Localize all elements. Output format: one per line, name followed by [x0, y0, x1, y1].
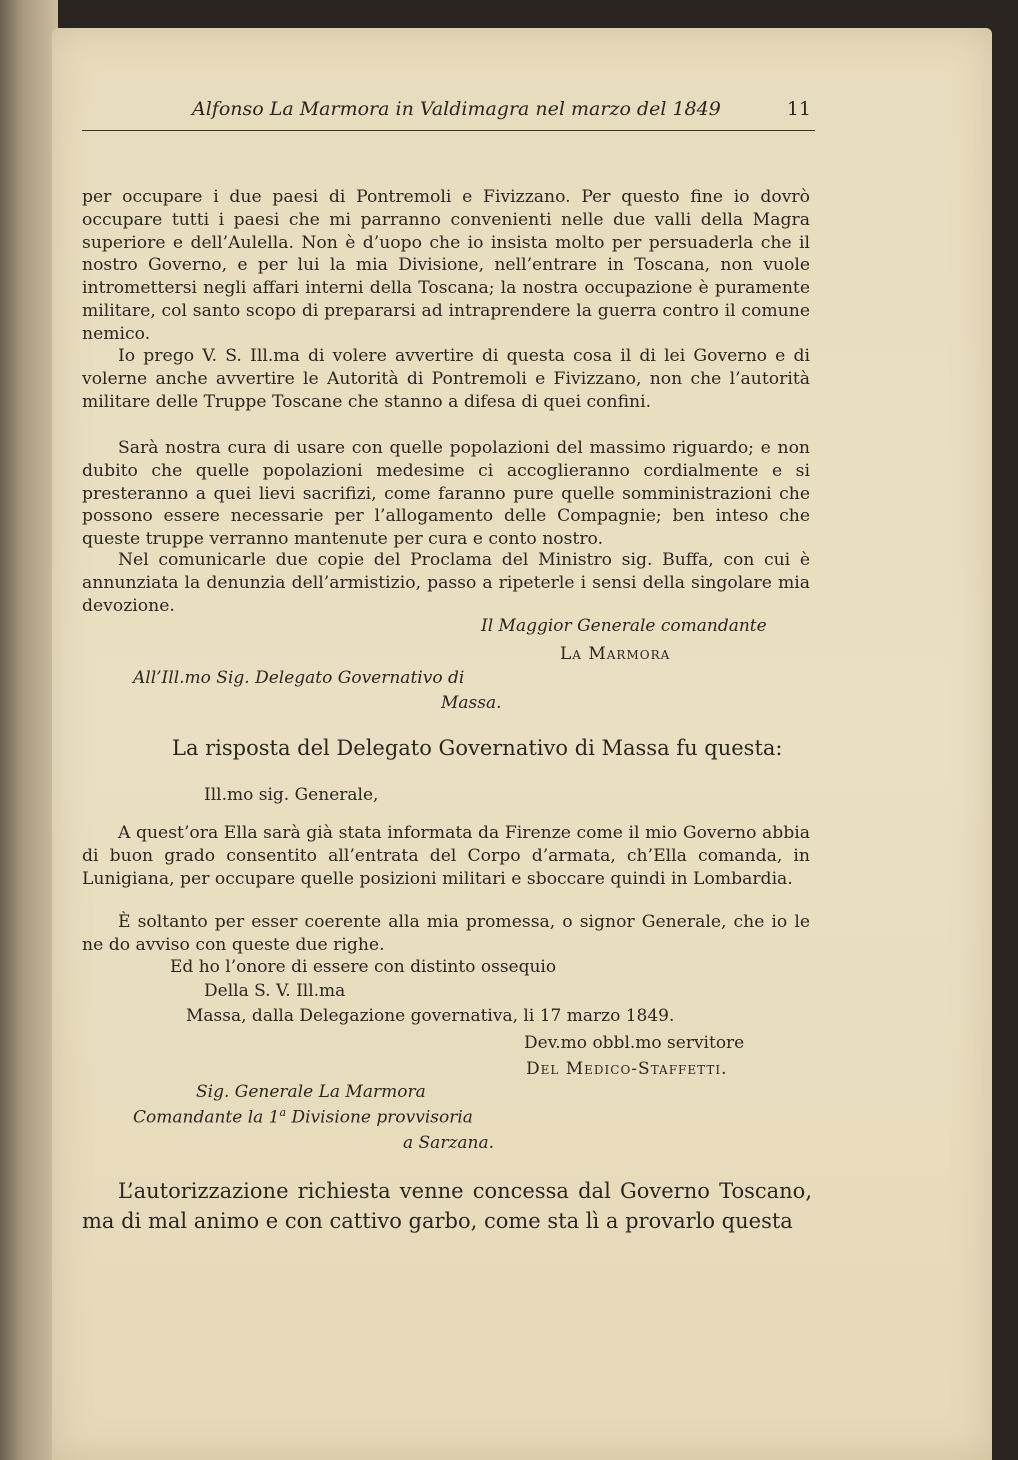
letter1-paragraph: Io prego V. S. Ill.ma di volere avvertire di questa cosa il di lei Governo e di volerne anche avvertire le Autorità di Pontremoli e Fivizzano, non che l’autorità militare delle Truppe Toscane che stanno a difesa di quei confini. [82, 346, 810, 412]
signature-role: Il Maggior Generale comandante [481, 616, 767, 636]
addressee-line: Comandante la 1$^a$ Divisione provvisoria [133, 1106, 473, 1128]
letter1-paragraph: Nel comunicarle due copie del Proclama del Ministro sig. Buffa, con cui è annunziata la denunzia dell’armistizio, passo a ripeterle i sensi della singolare mia devozione. [82, 550, 810, 616]
closing-paragraph: L’autorizzazione richiesta venne concessa dal Governo Toscano, ma di mal animo e con cattivo garbo, come sta lì a provarlo questa [82, 1179, 812, 1233]
letter1-paragraph: Sarà nostra cura di usare con quelle popolazioni del massimo riguardo; e non dubito che quelle popolazioni medesime ci accoglieranno cordialmente e si presteranno a quei lievi sacrifizi, come faranno pure quelle somministrazioni che possono essere necessarie per l’allogamento delle Compagnie; ben inteso che queste truppe verranno mantenute per cura e conto nostro. [82, 438, 810, 550]
letter1-paragraph: per occupare i due paesi di Pontremoli e Fivizzano. Per questo fine io dovrò occupare tutti i paesi che mi parranno convenienti nelle due valli della Magra superiore e dell’Aulella. Non è d’uopo che io insista molto per persuaderla che il nostro Governo, e per lui la mia Divisione, nell’entrare in Toscana, non vuole intromettersi negli affari interni della Toscana; la nostra occupazione è puramente militare, col santo scopo di prepararsi ad intraprendere la guerra contro il comune nemico. [82, 187, 810, 344]
book-spine [0, 0, 58, 1460]
place-date: Massa, dalla Delegazione governativa, li 17 marzo 1849. [186, 1006, 675, 1026]
letter2-paragraph: A quest’ora Ella sarà già stata informata da Firenze come il mio Governo abbia di buon grado consentito all’entrata del Corpo d’armata, ch’Ella comanda, in Lunigiana, per occupare quelle posizioni militari e sboccare quindi in Lombardia. [82, 823, 810, 889]
running-header [82, 96, 815, 131]
salutation: Ill.mo sig. Generale, [204, 785, 379, 805]
addressee-line: a Sarzana. [403, 1133, 495, 1153]
addressee-line: Sig. Generale La Marmora [196, 1082, 426, 1102]
header-title: Alfonso La Marmora in Valdimagra nel marzo del 1849 [192, 98, 721, 120]
signer-name: Del Medico-Staffetti. [526, 1059, 728, 1079]
section-intro: La risposta del Delegato Governativo di Massa fu questa: [172, 736, 783, 760]
addressee-line: Massa. [441, 693, 502, 713]
closing-line: Ed ho l’onore di essere con distinto ossequio [170, 957, 557, 977]
servitore-line: Dev.mo obbl.mo servitore [524, 1033, 745, 1053]
letter2-paragraph: È soltanto per esser coerente alla mia promessa, o signor Generale, che io le ne do avviso con queste due righe. [82, 912, 810, 955]
signature-name: La Marmora [560, 644, 671, 664]
addressee-line: All’Ill.mo Sig. Delegato Governativo di [133, 668, 465, 688]
page-number: 11 [786, 98, 811, 120]
della-line: Della S. V. Ill.ma [204, 981, 346, 1001]
